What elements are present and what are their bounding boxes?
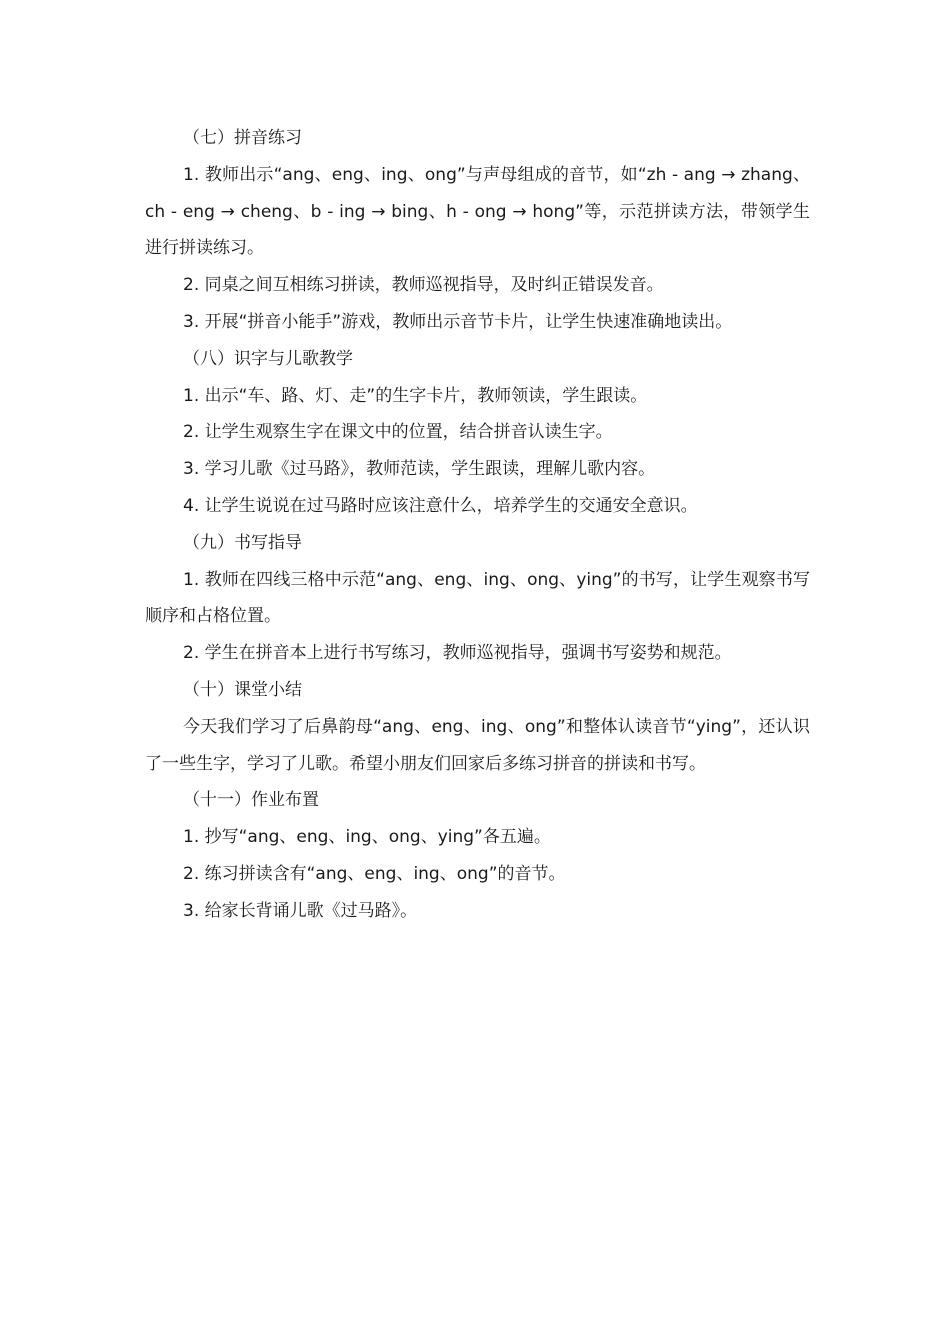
section-heading-11: （十一）作业布置: [183, 790, 319, 811]
paragraph-7-2: 2. 同桌之间互相练习拼读，教师巡视指导，及时纠正错误发音。: [183, 275, 664, 296]
paragraph-9-1: 1. 教师在四线三格中示范“ang、eng、ing、ong、ying”的书写，让学生观察书写顺序和占格位置。: [145, 569, 810, 627]
section-heading-10: （十）课堂小结: [183, 679, 302, 700]
document-body: [145, 120, 810, 930]
paragraph-7-3: 3. 开展“拼音小能手”游戏，教师出示音节卡片，让学生快速准确地读出。: [183, 311, 733, 332]
paragraph-8-3: 3. 学习儿歌《过马路》，教师范读，学生跟读，理解儿歌内容。: [183, 459, 656, 480]
paragraph-10-1: 今天我们学习了后鼻韵母“ang、eng、ing、ong”和整体认读音节“ying”，还认识了一些生字，学习了儿歌。希望小朋友们回家后多练习拼音的拼读和书写。: [145, 716, 810, 774]
paragraph-8-4: 4. 让学生说说在过马路时应该注意什么，培养学生的交通安全意识。: [183, 495, 698, 516]
paragraph-8-1: 1. 出示“车、路、灯、走”的生字卡片，教师领读，学生跟读。: [183, 385, 648, 406]
paragraph-11-2: 2. 练习拼读含有“ang、eng、ing、ong”的音节。: [183, 863, 566, 884]
paragraph-7-1: 1. 教师出示“ang、eng、ing、ong”与声母组成的音节，如“zh - ang → zhang、ch - eng → cheng、b - ing → bing、h - ong → hong”等，示范拼读方法，带领学生进行拼读练习。: [145, 164, 810, 259]
paragraph-8-2: 2. 让学生观察生字在课文中的位置，结合拼音认读生字。: [183, 422, 613, 443]
section-heading-7: （七）拼音练习: [183, 128, 302, 148]
section-heading-9: （九）书写指导: [183, 532, 302, 553]
paragraph-11-3: 3. 给家长背诵儿歌《过马路》。: [183, 900, 418, 921]
paragraph-11-1: 1. 抄写“ang、eng、ing、ong、ying”各五遍。: [183, 827, 551, 848]
paragraph-9-2: 2. 学生在拼音本上进行书写练习，教师巡视指导，强调书写姿势和规范。: [183, 643, 732, 664]
section-heading-8: （八）识字与儿歌教学: [183, 348, 353, 369]
